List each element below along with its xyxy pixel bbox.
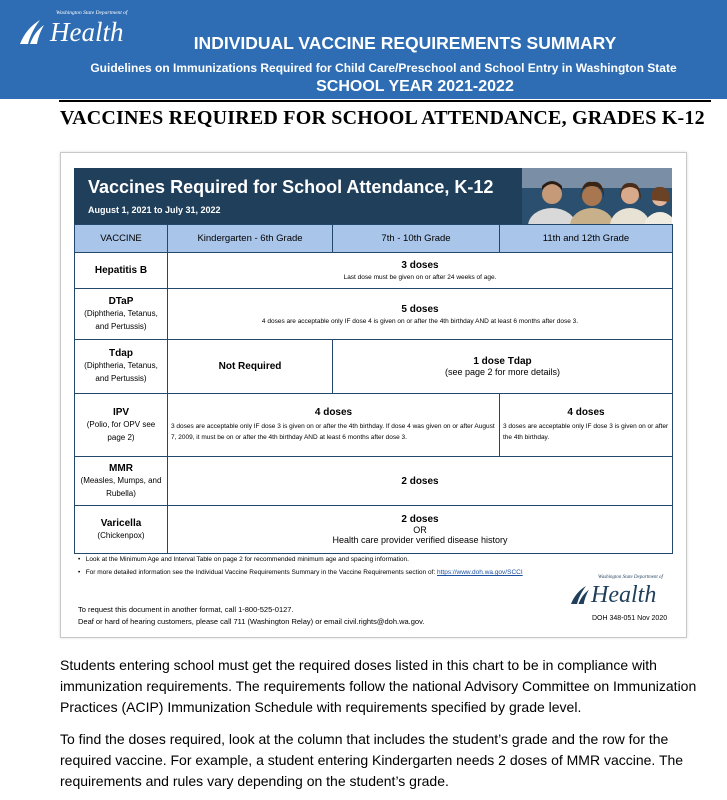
column-header-k6: Kindergarten - 6th Grade bbox=[168, 225, 333, 253]
column-header-vaccine: VACCINE bbox=[75, 225, 168, 253]
school-year: SCHOOL YEAR 2021-2022 bbox=[316, 78, 514, 95]
requirement-cell-11-12 bbox=[500, 394, 673, 457]
vaccine-cell bbox=[75, 289, 168, 340]
table-row-hepatitis-b bbox=[75, 253, 673, 289]
note-bullet: • For more detailed information see the Individual Vaccine Requirements Summary in the Vaccine Requirements section of: https://www.doh.wa.gov/SCCI bbox=[78, 569, 523, 576]
flyer-title: Vaccines Required for School Attendance, K-12 bbox=[88, 177, 494, 197]
requirement-cell bbox=[168, 253, 673, 289]
column-header-7-10: 7th - 10th Grade bbox=[333, 225, 500, 253]
requirement-cell bbox=[168, 457, 673, 506]
contact-line: To request this document in another format, call 1-800-525-0127. bbox=[78, 605, 294, 614]
vaccine-cell bbox=[75, 457, 168, 506]
vaccine-name: Tdap bbox=[109, 348, 133, 359]
paragraph-requirements: Students entering school must get the required doses listed in this chart to be in compliance with immunization requirements. The requirements follow the national Advisory Committee on Immunization Practices (ACIP) Immunization Schedule with requirements specified by grade level. bbox=[60, 657, 697, 715]
requirement-cell-7-12 bbox=[333, 340, 673, 394]
vaccine-cell bbox=[75, 253, 168, 289]
flyer-logo bbox=[558, 575, 678, 613]
students-photo bbox=[522, 168, 672, 224]
paragraph-instructions: To find the doses required, look at the column that includes the student’s grade and the row for the required vaccine. For example, a student entering Kindergarten needs 2 doses of MMR vaccine. The requirements and rules vary depending on the student’s grade. bbox=[60, 731, 684, 789]
vaccine-flyer bbox=[60, 152, 687, 638]
dose-note: Last dose must be given on or after 24 weeks of age. bbox=[343, 274, 497, 281]
dose-count: 1 dose Tdap bbox=[473, 356, 532, 367]
divider bbox=[59, 100, 711, 102]
table-row-varicella bbox=[75, 506, 673, 554]
vaccine-name: IPV bbox=[112, 406, 130, 418]
table-row-dtap bbox=[75, 289, 673, 340]
table-header-row bbox=[75, 225, 673, 253]
dose-count: 5 doses bbox=[401, 303, 439, 315]
logo-health-text: Health bbox=[50, 17, 124, 47]
vaccine-cell bbox=[75, 340, 168, 394]
doh-logo bbox=[14, 6, 134, 52]
vaccine-cell bbox=[75, 506, 168, 554]
doh-link[interactable]: https://www.doh.wa.gov/SCCI bbox=[437, 569, 523, 576]
table-row-mmr bbox=[75, 457, 673, 506]
requirement-cell bbox=[168, 506, 673, 554]
flyer-notes bbox=[78, 553, 523, 579]
vaccine-description: (Diphtheria, Tetanus, and Pertussis) bbox=[84, 361, 158, 383]
dose-count: 4 doses bbox=[314, 407, 353, 418]
dose-count: 2 doses bbox=[401, 475, 439, 487]
flyer-header bbox=[74, 168, 672, 224]
vaccine-description: (Measles, Mumps, and Rubella) bbox=[80, 475, 162, 498]
vaccine-description: (Diphtheria, Tetanus, and Pertussis) bbox=[84, 308, 158, 331]
or-text: OR bbox=[413, 525, 427, 535]
vaccine-table bbox=[74, 224, 673, 554]
doh-logo-icon bbox=[568, 583, 592, 607]
contact-info bbox=[78, 604, 424, 628]
section-heading: VACCINES REQUIRED FOR SCHOOL ATTENDANCE, GRADES K-12 bbox=[60, 107, 705, 129]
dose-note: 4 doses are acceptable only IF dose 4 is given on or after the 4th birthday AND at least 6 months after dose 3. bbox=[261, 317, 579, 325]
dose-count: 3 doses bbox=[401, 260, 439, 271]
dose-count: 2 doses bbox=[401, 514, 439, 525]
vaccine-name: Hepatitis B bbox=[94, 265, 148, 276]
note-text: For more detailed information see the Individual Vaccine Requirements Summary in the Vaccine Requirements section of: bbox=[85, 569, 436, 576]
doh-logo-icon bbox=[16, 16, 48, 48]
vaccine-name: DTaP bbox=[108, 295, 134, 307]
header-banner bbox=[0, 0, 727, 99]
dose-note: 3 doses are acceptable only IF dose 3 is given on or after the 4th birthday. If dose 4 was given on or after August 7, 2009, it must be on or after the 4th birthday AND at least 6 months after dose 3. bbox=[171, 423, 495, 441]
logo-department-text: Washington State Department of bbox=[598, 575, 663, 580]
column-header-11-12: 11th and 12th Grade bbox=[500, 225, 673, 253]
flyer-dates: August 1, 2021 to July 31, 2022 bbox=[88, 205, 221, 215]
page-title: INDIVIDUAL VACCINE REQUIREMENTS SUMMARY bbox=[193, 33, 617, 53]
note-bullet: • Look at the Minimum Age and Interval Table on page 2 for recommended minimum age and spacing information. bbox=[78, 556, 409, 563]
dose-note: 3 doses are acceptable only IF dose 3 is given on or after the 4th birthday. bbox=[503, 423, 669, 441]
page-subtitle: Guidelines on Immunizations Required for Child Care/Preschool and School Entry in Washington State bbox=[90, 61, 677, 75]
logo-health-text: Health bbox=[591, 582, 657, 608]
requirement-cell-k10 bbox=[168, 394, 500, 457]
vaccine-name: Varicella bbox=[100, 517, 142, 529]
dose-note: (see page 2 for more details) bbox=[444, 367, 561, 377]
vaccine-cell bbox=[75, 394, 168, 457]
dose-count: 4 doses bbox=[567, 407, 605, 418]
vaccine-description: (Chickenpox) bbox=[97, 530, 145, 540]
vaccine-name: MMR bbox=[109, 462, 133, 474]
alternative-text: Health care provider verified disease history bbox=[332, 535, 508, 545]
logo-department-text: Washington State Department of bbox=[56, 10, 128, 16]
not-required-text: Not Required bbox=[218, 361, 282, 372]
note-text: Look at the Minimum Age and Interval Table on page 2 for recommended minimum age and spacing information. bbox=[85, 556, 409, 563]
vaccine-description: (Polio, for OPV see page 2) bbox=[86, 419, 156, 442]
requirement-cell bbox=[168, 289, 673, 340]
table-row-tdap bbox=[75, 340, 673, 394]
document-number: DOH 348-051 Nov 2020 bbox=[592, 615, 668, 622]
requirement-cell-k6 bbox=[168, 340, 333, 394]
table-row-ipv bbox=[75, 394, 673, 457]
contact-line: Deaf or hard of hearing customers, please call 711 (Washington Relay) or email civil.rights@doh.wa.gov. bbox=[78, 617, 425, 626]
